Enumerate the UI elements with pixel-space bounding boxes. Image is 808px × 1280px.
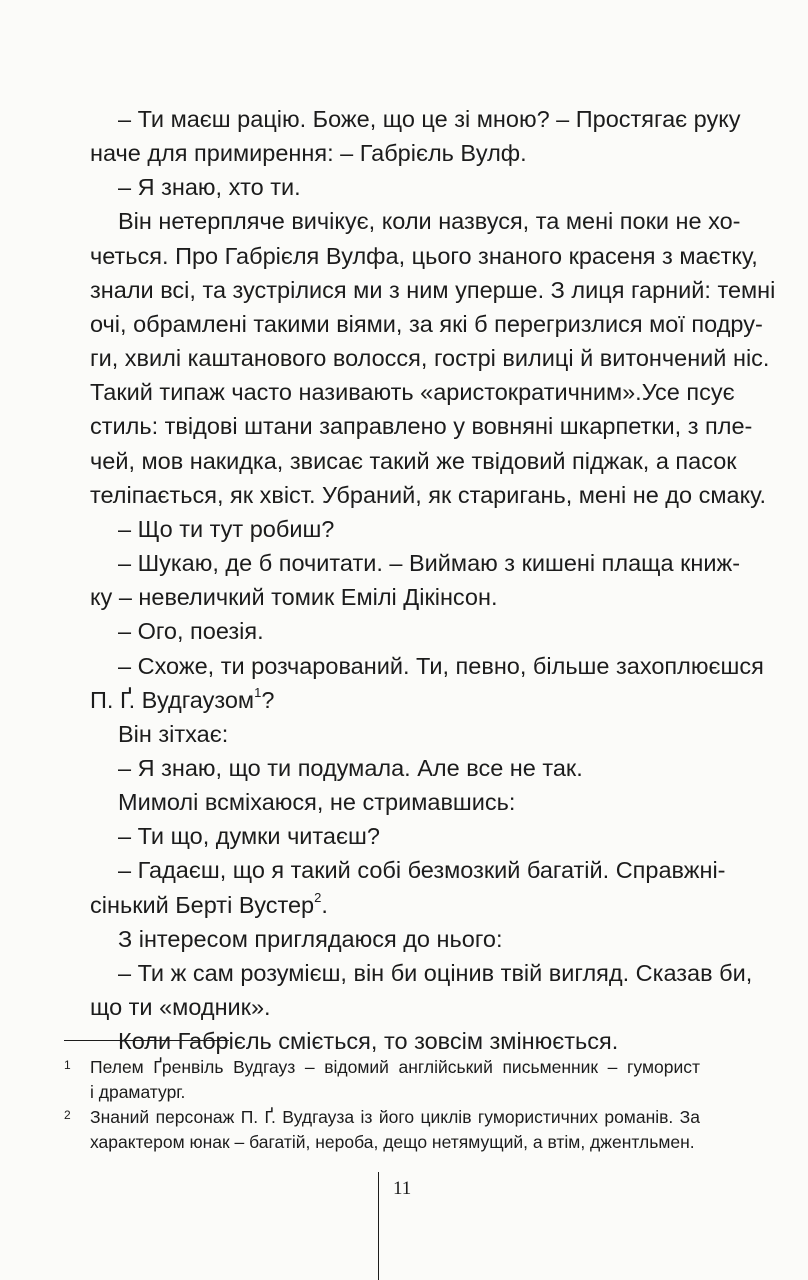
text-line-tail: ?	[261, 686, 275, 713]
text-line-content: – Ти маєш рацію. Боже, що це зі мною? – Простягає руку	[118, 106, 741, 132]
text-line-content: – Я знаю, хто ти.	[118, 174, 301, 201]
page-number: 11	[393, 1178, 412, 1199]
text-line	[90, 102, 741, 136]
text-line	[90, 478, 767, 512]
text-line	[90, 273, 776, 307]
text-line	[90, 819, 690, 853]
text-line	[90, 888, 690, 922]
text-line	[90, 751, 690, 785]
text-line-content: – Що ти тут робиш?	[118, 515, 335, 542]
footnote-number: 1	[64, 1058, 71, 1072]
text-line-content: теліпається, як хвіст. Убраний, як старигань, мені не до смаку.	[90, 481, 767, 508]
text-line	[90, 1024, 690, 1058]
text-line-content: – Ти ж сам розумієш, він би оцінив твій вигляд. Сказав би,	[118, 959, 753, 986]
footnote-line: і драматург.	[90, 1081, 186, 1102]
text-line-content: чей, мов накидка, звисає такий же твідовий піджак, а пасок	[90, 447, 737, 474]
text-line	[90, 375, 735, 409]
text-line-content: – Ти що, думки читаєш?	[118, 823, 380, 850]
text-line	[90, 580, 690, 614]
text-line-content: ги, хвилі каштанового волосся, гострі вилиці й витончений ніс.	[90, 345, 770, 372]
text-line	[90, 956, 753, 990]
text-line	[90, 512, 690, 546]
text-line	[90, 170, 690, 204]
text-line-content: очі, обрамлені такими віями, за які б перегризлися мої подру-	[90, 310, 763, 337]
text-line-tail: .	[321, 891, 328, 918]
page-number-rule	[378, 1172, 379, 1280]
footnote-number: 2	[64, 1108, 71, 1122]
text-line-content: ку – невеличкий томик Емілі Дікінсон.	[90, 584, 498, 611]
text-line-content: стиль: твідові штани заправлено у вовняні шкарпетки, з пле-	[90, 413, 753, 440]
text-line-content: – Гадаєш, що я такий собі безмозкий багатій. Справжні-	[118, 857, 726, 884]
footnote-marker: 2	[314, 889, 322, 905]
text-line-content: четься. Про Габрієля Вулфа, цього знаного красеня з маєтку,	[90, 242, 758, 269]
text-line-content: – Шукаю, де б почитати. – Виймаю з кишені плаща книж-	[118, 550, 741, 577]
text-line	[90, 204, 741, 238]
text-line	[90, 341, 770, 375]
text-line	[90, 649, 764, 683]
text-line	[90, 444, 737, 478]
text-line	[90, 717, 690, 751]
text-line-content: що ти «модник».	[90, 994, 271, 1021]
text-line-content: знали всі, та зустрілися ми з ним уперше. З лиця гарний: темні	[90, 276, 776, 303]
text-line	[90, 853, 726, 887]
text-line-content: П. Ґ. Вудгаузом	[90, 686, 255, 713]
footnote-line: характером юнак – багатій, нероба, дещо нетямущий, а втім, джентльмен.	[90, 1131, 695, 1152]
text-line	[90, 409, 753, 443]
text-line-content: З інтересом приглядаюся до нього:	[118, 925, 503, 952]
text-line	[90, 614, 690, 648]
text-line-content: Такий типаж часто називають «аристократичним».Усе псує	[90, 379, 735, 406]
footnote-marker: 1	[254, 684, 262, 700]
text-line	[90, 546, 741, 580]
footnote	[60, 1055, 700, 1104]
text-line	[90, 136, 690, 170]
text-line-content: – Схоже, ти розчарований. Ти, певно, більше захоплюєшся	[118, 652, 764, 679]
text-line-content: Він нетерпляче вичікує, коли назвуся, та мені поки не хо-	[118, 208, 741, 235]
main-text	[90, 102, 776, 1058]
text-line	[90, 683, 690, 717]
text-line	[90, 307, 763, 341]
text-line-content: наче для примирення: – Габрієль Вулф.	[90, 140, 527, 167]
footnote	[60, 1105, 700, 1154]
text-line	[90, 785, 690, 819]
footnote-line: Знаний персонаж П. Ґ. Вудгауза із його циклів гумористичних романів. За	[90, 1107, 700, 1127]
text-line-content: Коли Габрієль сміється, то зовсім змінюється.	[118, 1028, 619, 1055]
footnotes	[60, 1055, 700, 1155]
text-line-content: – Я знаю, що ти подумала. Але все не так.	[118, 754, 583, 781]
text-line	[90, 239, 758, 273]
footnote-line: Пелем Ґренвіль Вудгауз – відомий англійський письменник – гуморист	[90, 1057, 700, 1077]
text-line-content: Мимолі всміхаюся, не стримавшись:	[118, 789, 516, 816]
footnote-divider	[64, 1040, 229, 1041]
text-line	[90, 990, 690, 1024]
text-line	[90, 922, 690, 956]
text-line-content: Він зітхає:	[118, 720, 229, 747]
text-line-content: сінький Берті Вустер	[90, 891, 315, 918]
text-line-content: – Ого, поезія.	[118, 618, 264, 645]
